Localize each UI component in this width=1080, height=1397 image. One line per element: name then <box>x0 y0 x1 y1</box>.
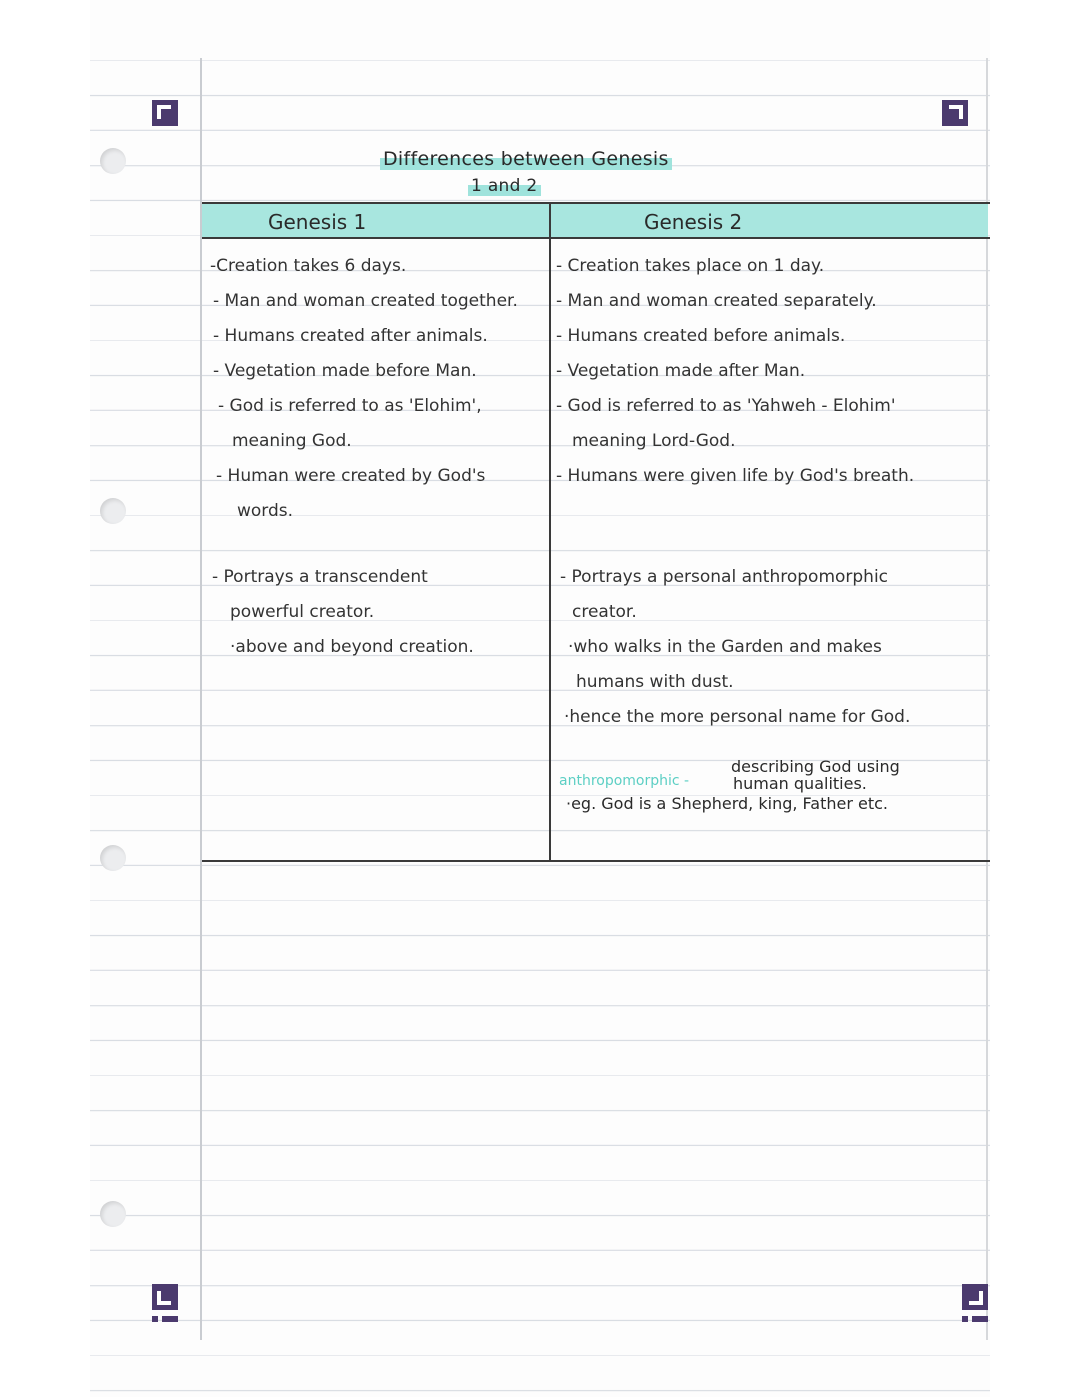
table-bottom-border <box>202 860 990 862</box>
corner-marker-bottom-left-icon <box>152 1284 178 1310</box>
binder-hole <box>100 845 126 871</box>
genesis-2-portrayal-list <box>560 560 910 735</box>
list-item: - Vegetation made after Man. <box>556 361 806 381</box>
list-item: - Humans created before animals. <box>556 326 846 346</box>
definition-term <box>559 770 689 789</box>
list-item: -Creation takes 6 days. <box>210 256 407 276</box>
definition-line-2: human qualities. <box>733 774 867 793</box>
table-header-border <box>202 237 990 239</box>
list-item: creator. <box>572 602 637 622</box>
definition-line-1: describing God using <box>731 757 900 776</box>
margin-line <box>200 58 202 1340</box>
list-item: - God is referred to as 'Elohim', <box>218 396 482 416</box>
list-item: ·hence the more personal name for God. <box>564 707 911 727</box>
list-item: meaning Lord-God. <box>572 431 736 451</box>
genesis-1-portrayal-list <box>212 560 474 665</box>
page-title-line1: Differences between Genesis <box>380 148 672 170</box>
list-item: - Portrays a transcendent <box>212 567 428 587</box>
list-item: - Portrays a personal anthropomorphic <box>560 567 889 587</box>
list-item: - God is referred to as 'Yahweh - Elohim' <box>556 396 896 416</box>
list-item: - Vegetation made before Man. <box>213 361 477 381</box>
binder-hole <box>100 498 126 524</box>
page-title <box>380 148 672 170</box>
page-edge-line <box>986 58 988 1340</box>
list-item: - Man and woman created separately. <box>556 291 877 311</box>
genesis-1-differences-list <box>210 249 518 529</box>
list-item: words. <box>237 501 294 521</box>
definition-term-text: anthropomorphic - <box>559 773 690 789</box>
list-item: meaning God. <box>232 431 352 451</box>
definition-text <box>731 758 900 792</box>
list-item: ·above and beyond creation. <box>230 637 474 657</box>
column-header-genesis-1: Genesis 1 <box>268 210 367 234</box>
list-item: - Man and woman created together. <box>213 291 518 311</box>
page-title-second-line <box>468 176 541 196</box>
list-item: - Creation takes place on 1 day. <box>556 256 825 276</box>
column-header-genesis-2: Genesis 2 <box>644 210 743 234</box>
list-item: humans with dust. <box>576 672 734 692</box>
list-item: - Human were created by God's <box>216 466 486 486</box>
binder-hole <box>100 148 126 174</box>
table-column-divider <box>549 203 551 861</box>
page-title-line2: 1 and 2 <box>468 176 541 196</box>
definition-example: ·eg. God is a Shepherd, king, Father etc. <box>566 794 888 813</box>
binder-hole <box>100 1201 126 1227</box>
list-item: ·who walks in the Garden and makes <box>568 637 882 657</box>
list-item: powerful creator. <box>230 602 375 622</box>
corner-marker-bottom-right-icon <box>962 1284 988 1310</box>
genesis-2-differences-list <box>556 249 914 494</box>
list-item: - Humans created after animals. <box>213 326 488 346</box>
corner-marker-top-right-icon <box>942 100 968 126</box>
corner-marker-top-left-icon <box>152 100 178 126</box>
table-top-border <box>202 202 990 204</box>
list-item: - Humans were given life by God's breath. <box>556 466 915 486</box>
